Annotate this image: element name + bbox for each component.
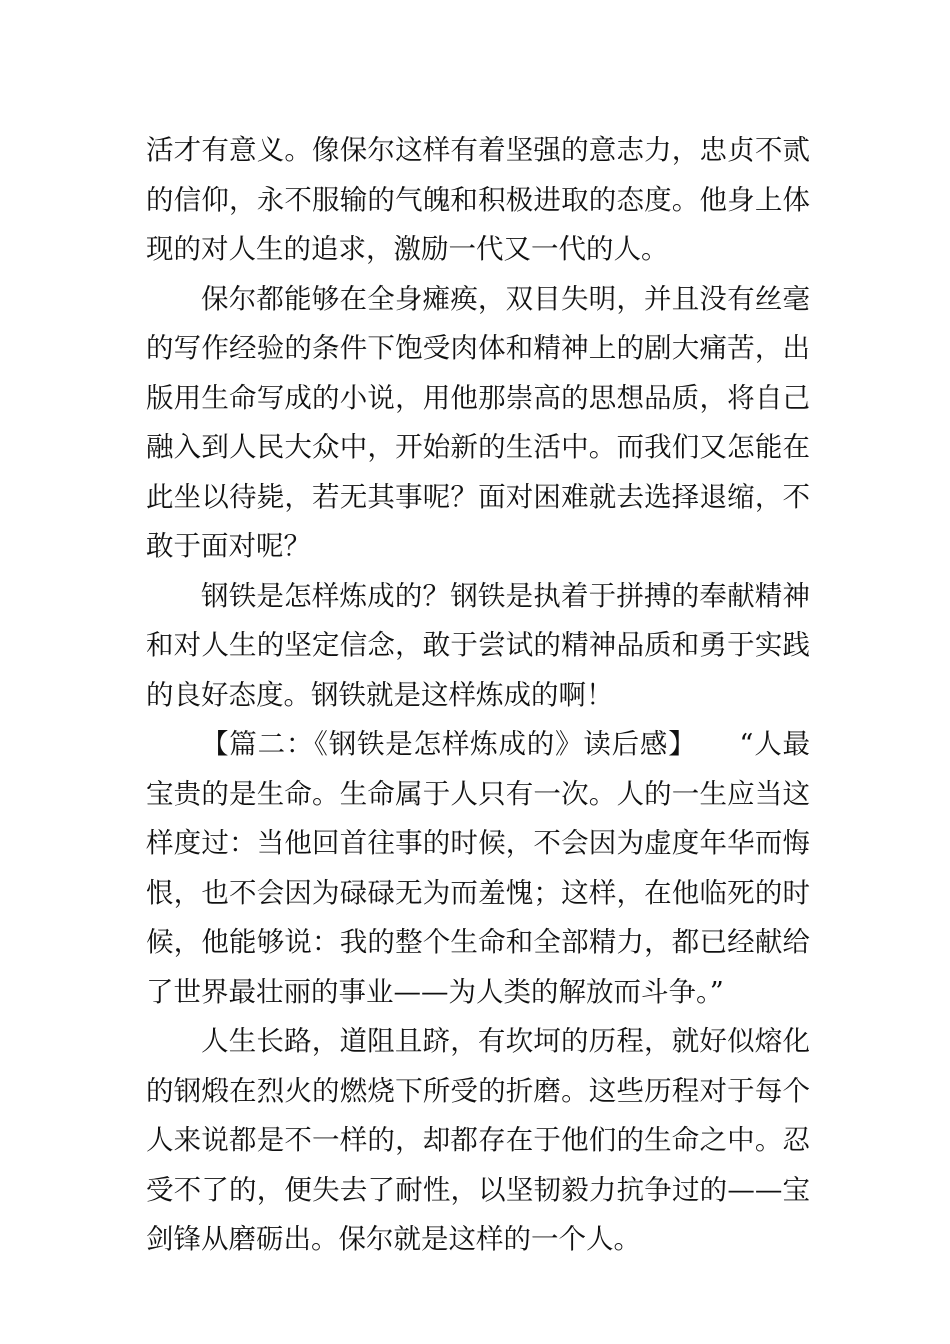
paragraph-section-heading: 【篇二：《钢铁是怎样炼成的》读后感】 “人最宝贵的是生命。生命属于人只有一次。人的一生应当这样度过：当他回首往事的时候，不会因为虚度年华而悔恨，也不会因为碌碌无为而羞愧；这样，在他临死的时候，他能够说：我的整个生命和全部精力，都已经献给了世界最壮丽的事业——为人类的解放而斗争。” (146, 728, 810, 1008)
paragraph: 人生长路，道阻且跻，有坎坷的历程，就好似熔化的钢煅在烈火的燃烧下所受的折磨。这些历程对于每个人来说都是不一样的，却都存在于他们的生命之中。忍受不了的，便失去了耐性，以坚韧毅力抗争过的——宝剑锋从磨砺出。保尔就是这样的一个人。 (146, 1025, 810, 1255)
document-body (146, 126, 810, 1265)
paragraph: 保尔都能够在全身瘫痪，双目失明，并且没有丝毫的写作经验的条件下饱受肉体和精神上的剧大痛苦，出版用生命写成的小说，用他那崇高的思想品质，将自己融入到人民大众中，开始新的生活中。而我们又怎能在此坐以待毙，若无其事呢？面对困难就去选择退缩，不敢于面对呢？ (146, 282, 810, 562)
paragraph: 钢铁是怎样炼成的？钢铁是执着于拼搏的奉献精神和对人生的坚定信念，敢于尝试的精神品质和勇于实践的良好态度。钢铁就是这样炼成的啊！ (146, 579, 810, 711)
paragraph-continuation: 活才有意义。像保尔这样有着坚强的意志力，忠贞不贰的信仰，永不服输的气魄和积极进取的态度。他身上体现的对人生的追求，激励一代又一代的人。 (146, 134, 810, 265)
